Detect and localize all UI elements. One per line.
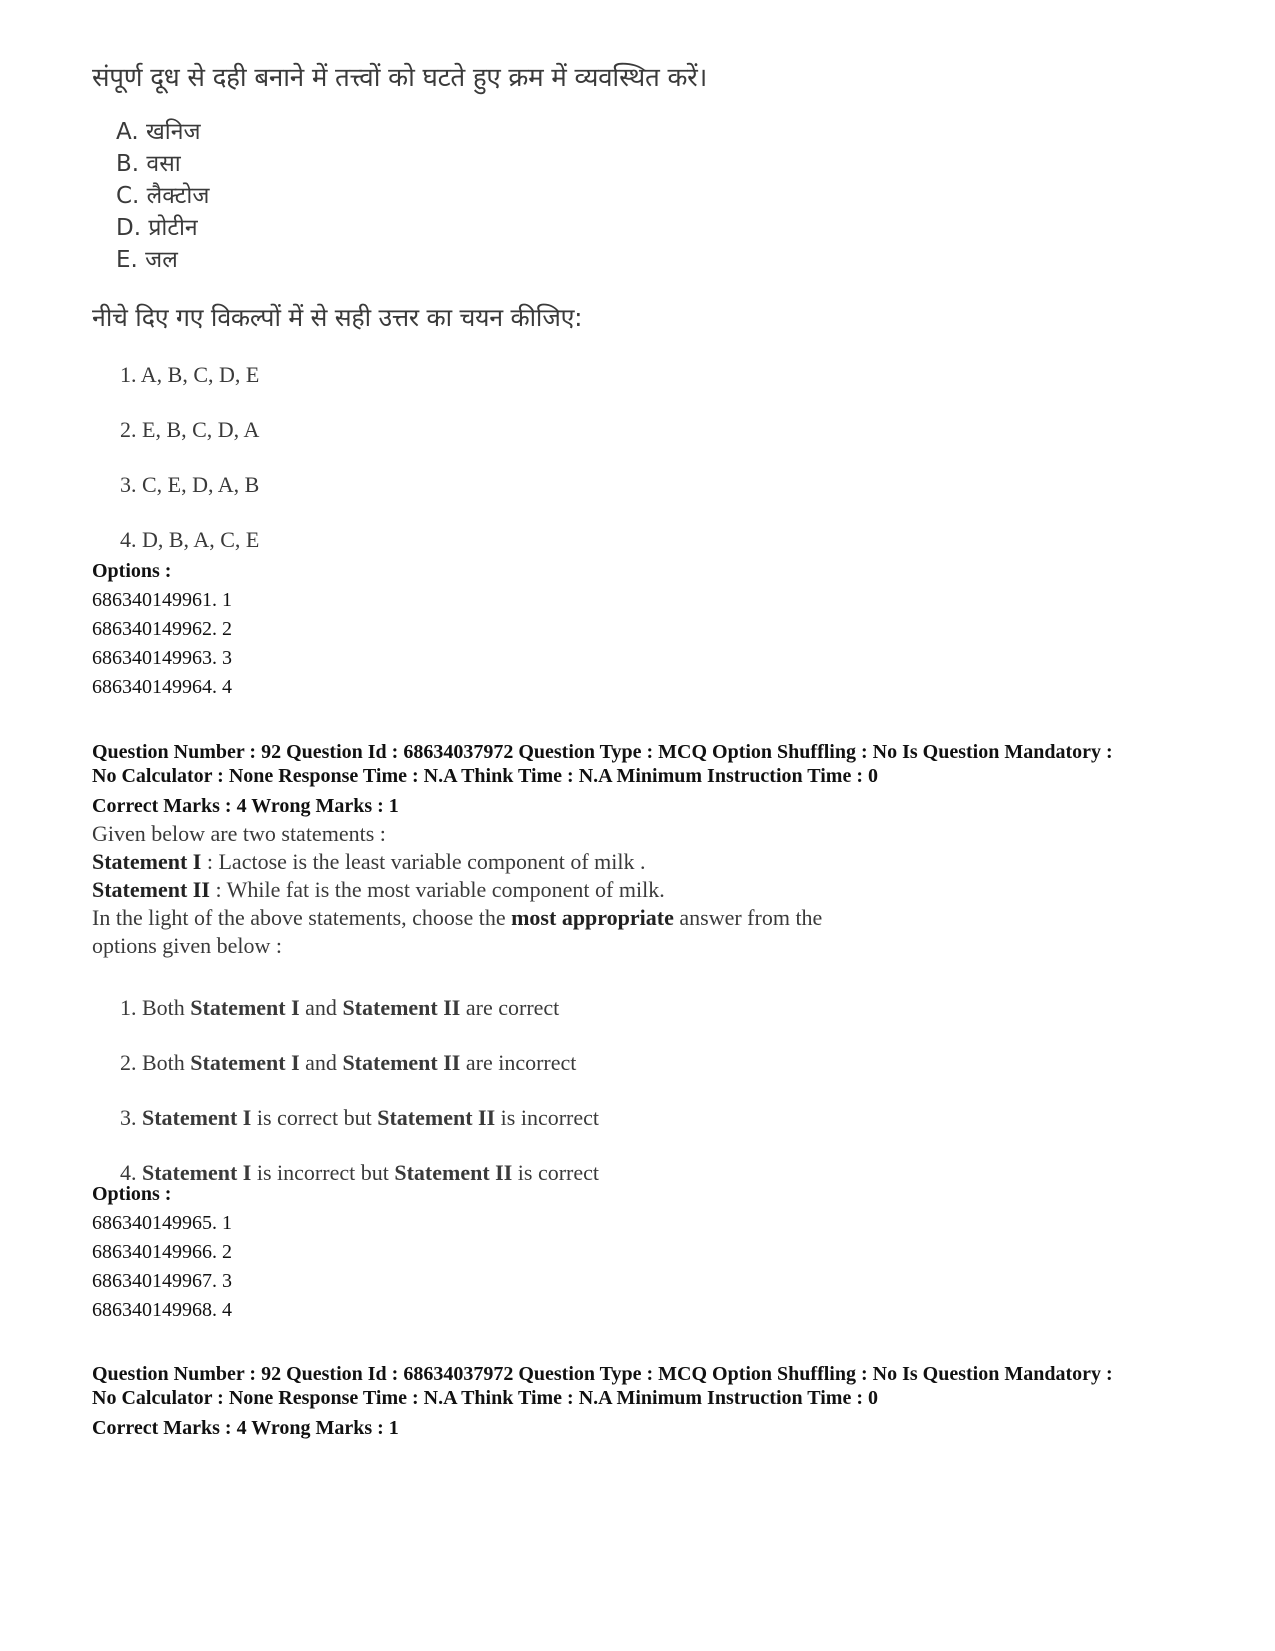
- option-id: 686340149966. 2: [92, 1241, 232, 1263]
- answer-choices: [120, 362, 259, 582]
- statement-label: Statement I: [92, 849, 202, 874]
- options-block: [92, 557, 232, 702]
- question-items-list: [116, 116, 209, 276]
- option-id: 686340149963. 3: [92, 647, 232, 669]
- list-item: E. जल: [116, 247, 178, 273]
- answer-instruction-hindi: नीचे दिए गए विकल्पों में से सही उत्तर का चयन कीजिए:: [92, 303, 583, 332]
- option-id: 686340149964. 4: [92, 676, 232, 698]
- statement-label: Statement II: [92, 877, 210, 902]
- stem-prompt: [92, 904, 952, 932]
- answer-choice: 3. C, E, D, A, B: [120, 472, 260, 497]
- marks-line: Correct Marks : 4 Wrong Marks : 1: [92, 1417, 399, 1439]
- prompt-emphasis: most appropriate: [511, 905, 674, 930]
- question-meta: [92, 740, 1212, 818]
- answer-choice: 2. Both Statement I and Statement II are incorrect: [120, 1050, 577, 1075]
- options-label: Options :: [92, 560, 172, 582]
- answer-choice: 3. Statement I is correct but Statement II is incorrect: [120, 1105, 600, 1130]
- marks-line: Correct Marks : 4 Wrong Marks : 1: [92, 795, 399, 817]
- stem-prompt-cont: options given below :: [92, 933, 283, 958]
- meta-line: Question Number : 92 Question Id : 68634037972 Question Type : MCQ Option Shuffling : No Is Question Mandatory :: [92, 741, 1113, 763]
- option-id: 686340149968. 4: [92, 1299, 232, 1321]
- answer-choice: 4. Statement I is incorrect but Statement II is correct: [120, 1160, 600, 1185]
- list-item: B. वसा: [116, 151, 181, 177]
- option-id: 686340149962. 2: [92, 618, 232, 640]
- answer-choice: 2. E, B, C, D, A: [120, 417, 260, 442]
- meta-line: No Calculator : None Response Time : N.A Think Time : N.A Minimum Instruction Time : 0: [92, 765, 878, 787]
- question-meta: [92, 1362, 1212, 1440]
- prompt-text: answer from the: [673, 905, 823, 930]
- list-item: A. खनिज: [116, 119, 201, 145]
- meta-line: No Calculator : None Response Time : N.A Think Time : N.A Minimum Instruction Time : 0: [92, 1387, 878, 1409]
- question-stem-hindi: संपूर्ण दूध से दही बनाने में तत्त्वों को घटते हुए क्रम में व्यवस्थित करें।: [92, 63, 708, 93]
- option-id: 686340149965. 1: [92, 1212, 232, 1234]
- answer-choice: 1. A, B, C, D, E: [120, 362, 260, 387]
- statement-1: [92, 848, 952, 876]
- option-id: 686340149967. 3: [92, 1270, 232, 1292]
- statement-text: : Lactose is the least variable component of milk .: [201, 849, 646, 874]
- statement-text: : While fat is the most variable component of milk.: [209, 877, 665, 902]
- answer-choice: 4. D, B, A, C, E: [120, 527, 260, 552]
- options-label: Options :: [92, 1183, 172, 1205]
- prompt-text: In the light of the above statements, choose the: [92, 905, 512, 930]
- answer-choice: 1. Both Statement I and Statement II are correct: [120, 995, 560, 1020]
- stem-intro: Given below are two statements :: [92, 821, 386, 846]
- meta-line: Question Number : 92 Question Id : 68634037972 Question Type : MCQ Option Shuffling : No Is Question Mandatory :: [92, 1363, 1113, 1385]
- option-id: 686340149961. 1: [92, 589, 232, 611]
- options-block: [92, 1180, 232, 1325]
- list-item: C. लैक्टोज: [116, 183, 210, 209]
- list-item: D. प्रोटीन: [116, 215, 198, 241]
- statement-2: [92, 876, 952, 904]
- question-stem: [92, 820, 952, 960]
